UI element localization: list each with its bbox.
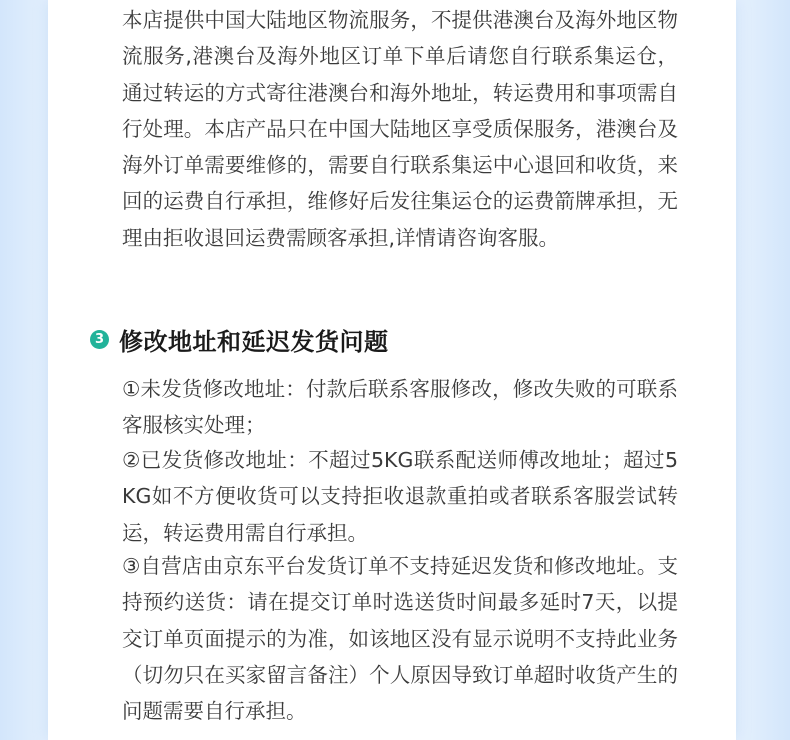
logistics-policy-paragraph: 本店提供中国大陆地区物流服务，不提供港澳台及海外地区物流服务,港澳台及海外地区订单下单后请您自行联系集运仓，通过转运的方式寄往港澳台和海外地址，转运费用和事项需自行处理。本店产品只在中国大陆地区享受质保服务，港澳台及海外订单需要维修的，需要自行联系集运中心退回和收货，来回的运费自行承担，维修好后发往集运仓的运费箭牌承担，无理由拒收退回运费需顾客承担,详情请咨询客服。: [122, 8, 678, 250]
section-title: 修改地址和延迟发货问题: [119, 327, 389, 356]
list-item-delayed-delivery: ③自营店由京东平台发货订单不支持延迟发货和修改地址。支持预约送货：请在提交订单时选送货时间最多延时7天，以提交订单页面提示的为准，如该地区没有显示说明不支持此业务（切勿只在买家留言备注）个人原因导致订单超时收货产生的问题需要自行承担。: [122, 554, 678, 724]
section-heading: [90, 320, 389, 358]
list-item-shipped-address-change: ②已发货修改地址：不超过5KG联系配送师傅改地址；超过5KG如不方便收货可以支持拒收退款重拍或者联系客服尝试转运，转运费用需自行承担。: [122, 448, 678, 545]
section-number-badge: 3: [90, 330, 109, 349]
list-item-unshipped-address-change: ①未发货修改地址：付款后联系客服修改，修改失败的可联系客服核实处理；: [122, 377, 678, 438]
